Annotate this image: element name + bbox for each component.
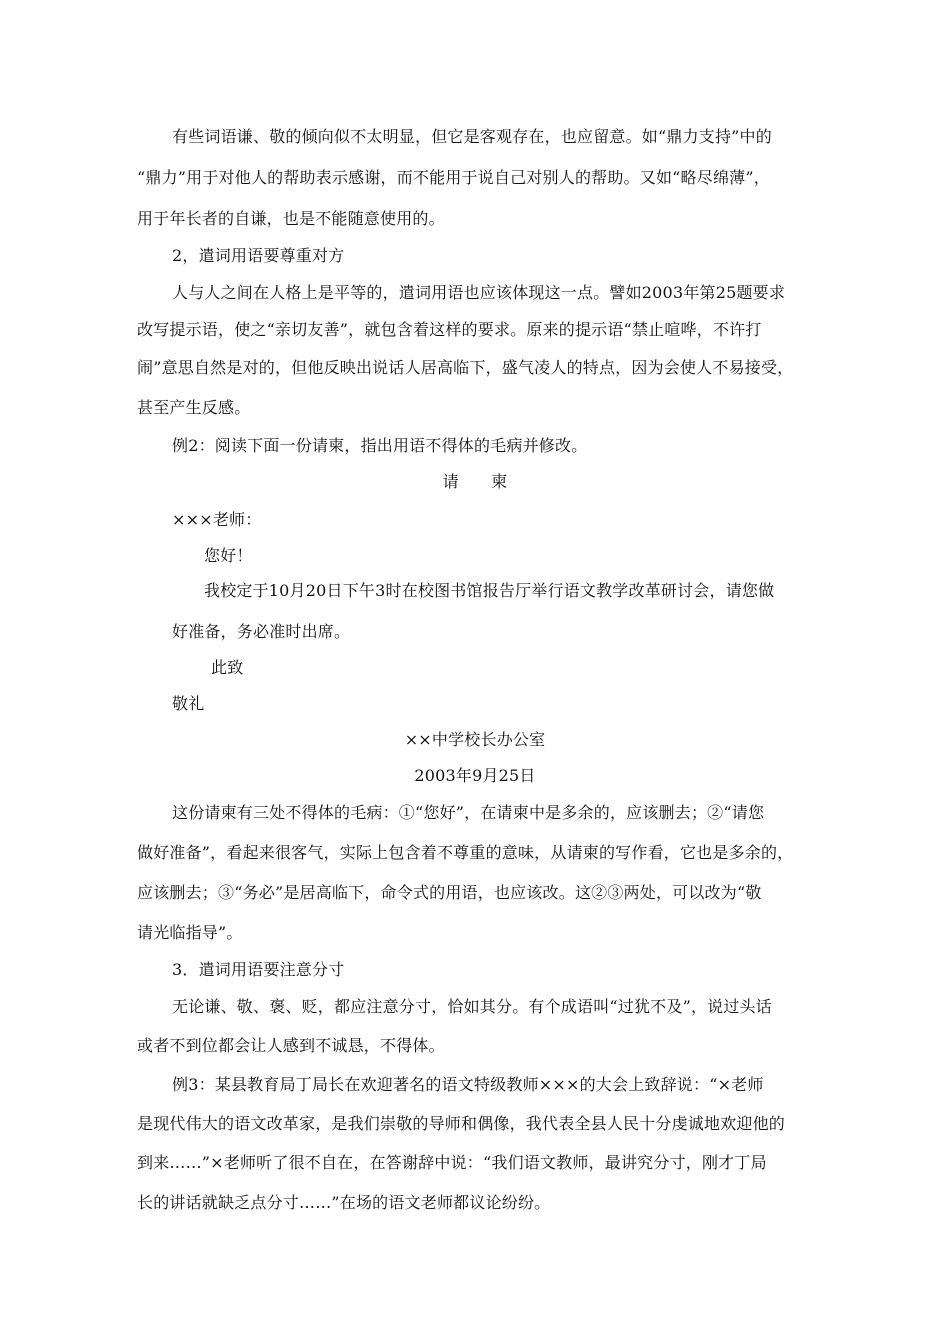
- paragraph-line: 是现代伟大的语文改革家，是我们崇敬的导师和偶像，我代表全县人民十分虔诚地欢迎他的: [137, 1114, 786, 1133]
- paragraph-line: 甚至产生反感。: [137, 398, 251, 417]
- invitation-greeting: 您好！: [204, 546, 253, 565]
- paragraph-line: 或者不到位都会让人感到不诚恳，不得体。: [137, 1036, 445, 1055]
- paragraph-line: 这份请柬有三处不得体的毛病：①“您好”，在请柬中是多余的，应该删去；②“请您: [172, 803, 765, 822]
- paragraph-line: 闹”意思自然是对的，但他反映出说话人居高临下，盛气凌人的特点，因为会使人不易接受，: [137, 358, 794, 377]
- paragraph-line: “鼎力”用于对他人的帮助表示感谢，而不能用于说自己对别人的帮助。又如“略尽绵薄”，: [137, 168, 770, 187]
- paragraph-line: 到来……”×老师听了很不自在，在答谢辞中说：“我们语文教师，最讲究分寸，刚才丁局: [137, 1153, 767, 1172]
- invitation-regards: 敬礼: [172, 694, 205, 713]
- paragraph-line: 应该删去；③“务必”是居高临下，命令式的用语，也应该改。这②③两处，可以改为“敬: [137, 883, 762, 902]
- invitation-title: 请 柬: [442, 472, 508, 491]
- example-heading: 例2：阅读下面一份请柬，指出用语不得体的毛病并修改。: [172, 436, 588, 455]
- paragraph-line: 改写提示语，使之“亲切友善”，就包含着这样的要求。原来的提示语“禁止喧哗，不许打: [137, 320, 762, 339]
- paragraph-line: 长的讲话就缺乏点分寸……”在场的语文老师都议论纷纷。: [137, 1193, 551, 1212]
- invitation-date: 2003年9月25日: [414, 766, 536, 785]
- section-heading: 2，遣词用语要尊重对方: [172, 246, 345, 265]
- invitation-body-line: 我校定于10月20日下午3时在校图书馆报告厅举行语文教学改革研讨会，请您做: [204, 581, 775, 600]
- paragraph-line: 人与人之间在人格上是平等的，遣词用语也应该体现这一点。譬如2003年第25题要求: [172, 283, 786, 302]
- invitation-signature: ××中学校长办公室: [404, 730, 546, 749]
- paragraph-line: 有些词语谦、敬的倾向似不太明显，但它是客观存在，也应留意。如“鼎力支持”中的: [172, 127, 772, 146]
- paragraph-line: 用于年长者的自谦，也是不能随意使用的。: [137, 209, 445, 228]
- invitation-closing: 此致: [211, 658, 244, 677]
- section-heading: 3．遣词用语要注意分寸: [172, 960, 345, 979]
- example-heading: 例3：某县教育局丁局长在欢迎著名的语文特级教师×××的大会上致辞说：“×老师: [172, 1075, 764, 1094]
- paragraph-line: 做好准备”，看起来很客气，实际上包含着不尊重的意味，从请柬的写作看，它也是多余的，: [137, 843, 794, 862]
- invitation-salutation: ×××老师：: [172, 510, 262, 529]
- invitation-body-line: 好准备，务必准时出席。: [172, 622, 351, 641]
- paragraph-line: 无论谦、敬、褒、贬，都应注意分寸，恰如其分。有个成语叫“过犹不及”，说过头话: [172, 997, 772, 1016]
- paragraph-line: 请光临指导”。: [137, 923, 243, 942]
